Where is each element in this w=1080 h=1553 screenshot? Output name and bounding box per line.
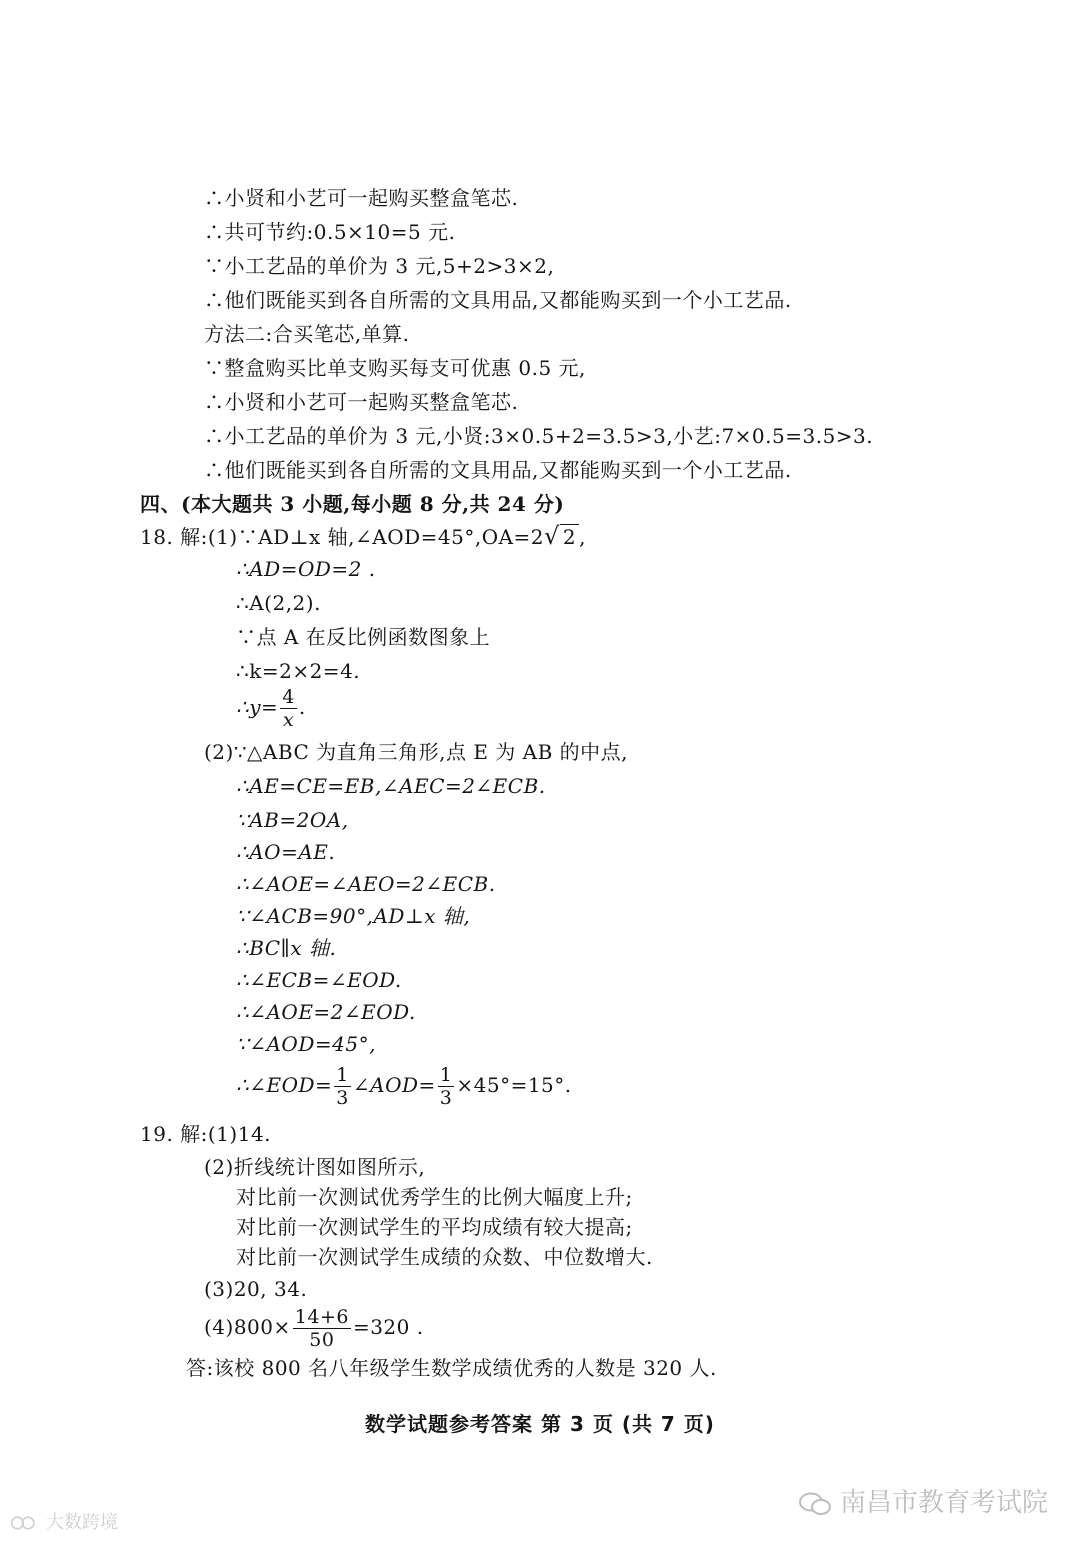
q18-line-6	[236, 686, 306, 731]
q19-line-3: 对比前一次测试优秀学生的比例大幅度上升;	[236, 1185, 633, 1209]
q18-line-15: ∵∠AOD=45°,	[236, 1032, 376, 1056]
q18-line-1-tail: ,	[579, 525, 586, 549]
line-6: ∵整盒购买比单支购买每支可优惠 0.5 元,	[204, 356, 586, 380]
fraction-denominator: 3	[336, 1087, 349, 1109]
q18-aod-label: ∠AOD=	[352, 1073, 436, 1097]
line-4: ∴他们既能买到各自所需的文具用品,又都能购买到一个小工艺品.	[204, 288, 792, 312]
radical-sign-icon: √	[544, 522, 560, 550]
fraction-one-third-b	[438, 1064, 455, 1109]
q18-line-4: ∵点 A 在反比例函数图象上	[236, 625, 491, 649]
page-footer: 数学试题参考答案 第 3 页 (共 7 页)	[365, 1412, 715, 1436]
line-1: ∴小贤和小艺可一起购买整盒笔芯.	[204, 186, 519, 210]
sqrt-expression	[544, 522, 579, 551]
q18-line-14: ∴∠AOE=2∠EOD.	[236, 1000, 416, 1024]
line-3: ∵小工艺品的单价为 3 元,5+2>3×2,	[204, 254, 555, 278]
line-2: ∴共可节约:0.5×10=5 元.	[204, 220, 456, 244]
q18-line-3: ∴A(2,2).	[236, 591, 321, 615]
q18-line-9: ∴AO=AE.	[236, 840, 336, 864]
q19-line-7-tail: =320 .	[352, 1315, 424, 1339]
q18-line-10: ∴∠AOE=∠AEO=2∠ECB.	[236, 872, 496, 896]
watermark-left-text: 大数跨境	[46, 1512, 118, 1533]
fraction-denominator: 50	[309, 1329, 335, 1351]
q18-part-2: (2)∵△ABC 为直角三角形,点 E 为 AB 的中点,	[204, 740, 628, 764]
q19-line-6: (3)20, 34.	[204, 1277, 308, 1301]
q18-line-5: ∴k=2×2=4.	[236, 659, 361, 683]
q18-line-6-tail: .	[298, 695, 306, 719]
fraction-one-third-a	[334, 1064, 351, 1109]
fraction-4-over-x	[280, 686, 297, 731]
line-9: ∴他们既能买到各自所需的文具用品,又都能购买到一个小工艺品.	[204, 458, 792, 482]
fraction-denominator: x	[282, 709, 295, 731]
q18-line-16-tail: ×45°=15°.	[456, 1073, 572, 1097]
q19-answer: 答:该校 800 名八年级学生数学成绩优秀的人数是 320 人.	[186, 1356, 717, 1380]
line-5: 方法二:合买笔芯,单算.	[204, 322, 410, 346]
q18-line-16	[236, 1064, 572, 1109]
q18-line-11: ∵∠ACB=90°,AD⊥x 轴,	[236, 904, 471, 928]
chat-bubbles-icon	[798, 1491, 832, 1517]
fraction-numerator: 14+6	[294, 1306, 349, 1328]
watermark-right	[798, 1482, 1048, 1519]
fraction-numerator: 1	[336, 1064, 349, 1086]
q19-line-4: 对比前一次测试学生的平均成绩有较大提高;	[236, 1215, 633, 1239]
q18-line-1-text: 18. 解:(1)∵AD⊥x 轴,∠AOD=45°,OA=2	[140, 525, 545, 549]
q18-eod-label: ∴∠EOD=	[236, 1073, 333, 1097]
q18-line-2: ∴AD=OD=2 .	[236, 557, 376, 581]
section-4-heading: 四、(本大题共 3 小题,每小题 8 分,共 24 分)	[140, 492, 565, 516]
q19-line-7-text: (4)800×	[204, 1315, 291, 1339]
q19-line-1: 19. 解:(1)14.	[140, 1122, 272, 1146]
q18-line-7: ∴AE=CE=EB,∠AEC=2∠ECB.	[236, 774, 546, 798]
fraction-denominator: 3	[439, 1087, 453, 1109]
fraction-numerator: 4	[282, 686, 295, 708]
fraction-numerator: 1	[439, 1064, 453, 1086]
q19-line-2: (2)折线统计图如图所示,	[204, 1155, 426, 1179]
q18-y-label: ∴y=	[236, 695, 279, 719]
fraction-14plus6-over-50	[293, 1306, 351, 1351]
line-8: ∴小工艺品的单价为 3 元,小贤:3×0.5+2=3.5>3,小艺:7×0.5=3.5>3.	[204, 424, 874, 448]
q18-line-8: ∵AB=2OA,	[236, 808, 349, 832]
watermark-right-text: 南昌市教育考试院	[839, 1488, 1048, 1518]
sqrt-radicand: 2	[560, 524, 579, 549]
q18-line-1	[140, 522, 586, 551]
logo-icon	[10, 1512, 38, 1534]
q19-line-5: 对比前一次测试学生成绩的众数、中位数增大.	[236, 1245, 653, 1269]
q18-line-13: ∴∠ECB=∠EOD.	[236, 968, 402, 992]
q18-line-12: ∴BC∥x 轴.	[236, 936, 337, 960]
q19-line-7	[204, 1306, 424, 1351]
line-7: ∴小贤和小艺可一起购买整盒笔芯.	[204, 390, 519, 414]
watermark-left	[10, 1508, 118, 1534]
